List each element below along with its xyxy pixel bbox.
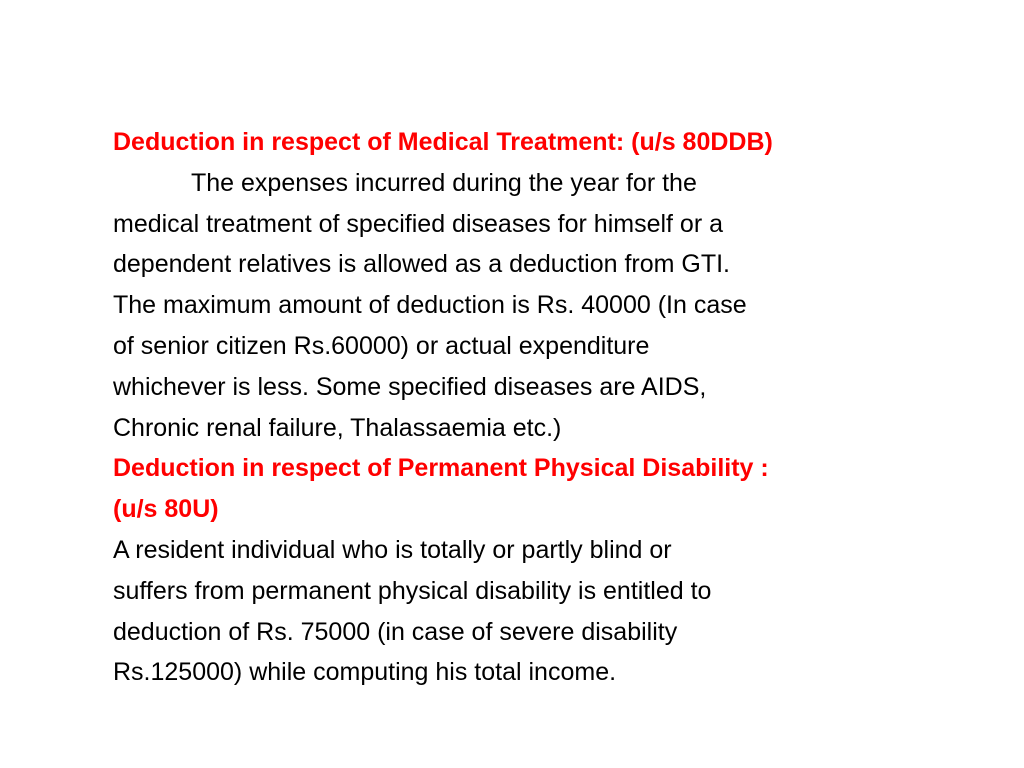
body-line: of senior citizen Rs.60000) or actual expenditure [113,331,650,360]
body-line: The expenses incurred during the year for the [191,168,697,197]
section-medical-treatment [113,122,913,448]
section-heading-80ddb: Deduction in respect of Medical Treatment: (u/s 80DDB) [113,128,773,156]
section-heading-80u-code: (u/s 80U) [113,495,219,524]
section-heading-80u: Deduction in respect of Permanent Physical Disability : [113,454,769,483]
body-line: A resident individual who is totally or partly blind or [113,535,672,564]
body-line: Chronic renal failure, Thalassaemia etc.) [113,413,562,442]
body-line: Rs.125000) while computing his total income. [113,658,617,687]
slide-content [113,122,913,693]
body-line: suffers from permanent physical disability is entitled to [113,576,712,605]
body-line: deduction of Rs. 75000 (in case of severe disability [113,617,678,646]
body-line: dependent relatives is allowed as a deduction from GTI. [113,250,731,279]
body-line: medical treatment of specified diseases for himself or a [113,209,723,238]
body-line: whichever is less. Some specified diseases are AIDS, [113,372,707,401]
section-physical-disability [113,448,913,693]
body-line: The maximum amount of deduction is Rs. 40000 (In case [113,291,747,320]
